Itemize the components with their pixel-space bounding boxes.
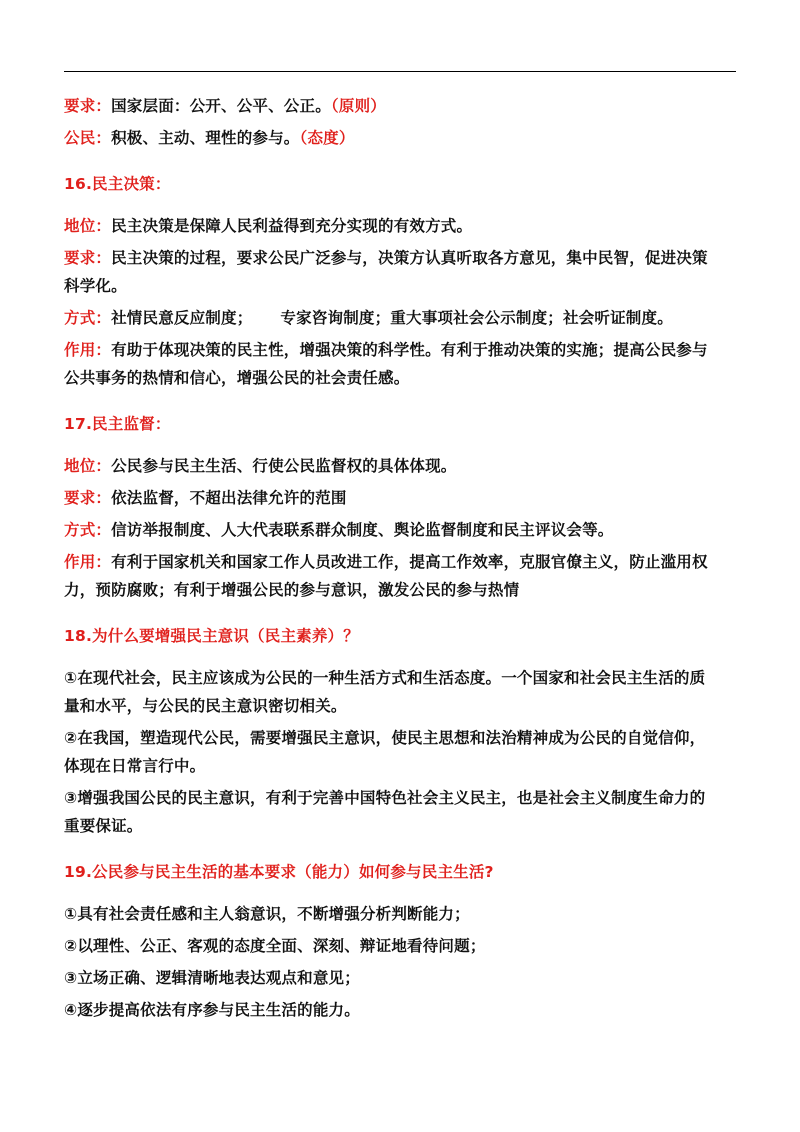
- s19-item-3: ③立场正确、逻辑清晰地表达观点和意见；: [64, 969, 360, 987]
- citizen-text: 积极、主动、理性的参与。: [111, 129, 300, 147]
- s19-item-2: ②以理性、公正、客观的态度全面、深刻、辩证地看待问题；: [64, 937, 486, 955]
- s17-requirement-line: [64, 484, 736, 512]
- s17-method-line: [64, 516, 736, 544]
- s16-requirement-line-2: 科学化。: [64, 277, 127, 295]
- s17-status-text: 公民参与民主生活、行使公民监督权的具体体现。: [111, 457, 457, 475]
- citizen-note: （态度）: [299, 129, 355, 147]
- s17-status-label: 地位：: [64, 457, 112, 475]
- s16-method-line: [64, 304, 736, 332]
- s17-effect-label: 作用：: [64, 553, 112, 571]
- section-16-heading: 16.民主决策：: [64, 175, 171, 193]
- s17-effect-line: [64, 548, 736, 576]
- requirement-label: 要求：: [64, 97, 112, 115]
- s16-method-label: 方式：: [64, 309, 112, 327]
- s16-method-text: 社情民意反应制度； 专家咨询制度；重大事项社会公示制度；社会听证制度。: [111, 309, 673, 327]
- requirement-note: （原则）: [330, 97, 386, 115]
- s17-method-text: 信访举报制度、人大代表联系群众制度、舆论监督制度和民主评议会等。: [111, 521, 614, 539]
- s16-effect-line-2: 公共事务的热情和信心，增强公民的社会责任感。: [64, 369, 410, 387]
- s18-point-1-line-1: ①在现代社会，民主应该成为公民的一种生活方式和生活态度。一个国家和社会民主生活的质: [64, 669, 706, 687]
- s16-requirement-line: [64, 244, 736, 272]
- s16-status-label: 地位：: [64, 217, 112, 235]
- header-rule: [64, 71, 736, 72]
- s17-effect-line-2: 力，预防腐败；有利于增强公民的参与意识，激发公民的参与热情: [64, 581, 520, 599]
- s18-point-2-line-1: ②在我国，塑造现代公民，需要增强民主意识，使民主思想和法治精神成为公民的自觉信仰，: [64, 729, 706, 747]
- s17-requirement-text: 依法监督，不超出法律允许的范围: [111, 489, 347, 507]
- s18-point-2-line-2: 体现在日常言行中。: [64, 757, 206, 775]
- citizen-label: 公民：: [64, 129, 112, 147]
- s17-requirement-label: 要求：: [64, 489, 112, 507]
- s18-point-3-line-2: 重要保证。: [64, 817, 143, 835]
- s19-item-4: ④逐步提高依法有序参与民主生活的能力。: [64, 1001, 360, 1019]
- requirement-text: 国家层面：公开、公平、公正。: [111, 97, 331, 115]
- section-19-heading: 19.公民参与民主生活的基本要求（能力）如何参与民主生活?: [64, 863, 494, 881]
- requirement-line: [64, 92, 736, 120]
- s16-status-line: [64, 212, 736, 240]
- s17-status-line: [64, 452, 736, 480]
- section-18-heading: 18.为什么要增强民主意识（民主素养）？: [64, 627, 359, 645]
- s17-method-label: 方式：: [64, 521, 112, 539]
- s19-item-1: ①具有社会责任感和主人翁意识，不断增强分析判断能力；: [64, 905, 470, 923]
- s16-requirement-text-1: 民主决策的过程，要求公民广泛参与，决策方认真听取各方意见，集中民智，促进决策: [111, 249, 708, 267]
- s16-effect-text-1: 有助于体现决策的民主性，增强决策的科学性。有利于推动决策的实施；提高公民参与: [111, 341, 708, 359]
- s16-effect-line: [64, 336, 736, 364]
- section-17-heading: 17.民主监督：: [64, 415, 171, 433]
- s18-point-1-line-2: 量和水平，与公民的民主意识密切相关。: [64, 697, 347, 715]
- s18-point-3-line-1: ③增强我国公民的民主意识，有利于完善中国特色社会主义民主，也是社会主义制度生命力的: [64, 789, 706, 807]
- citizen-line: [64, 124, 736, 152]
- s17-effect-text-1: 有利于国家机关和国家工作人员改进工作，提高工作效率，克服官僚主义，防止滥用权: [111, 553, 708, 571]
- s16-requirement-label: 要求：: [64, 249, 112, 267]
- s16-effect-label: 作用：: [64, 341, 112, 359]
- document-body: [64, 92, 736, 1024]
- s16-status-text: 民主决策是保障人民利益得到充分实现的有效方式。: [111, 217, 473, 235]
